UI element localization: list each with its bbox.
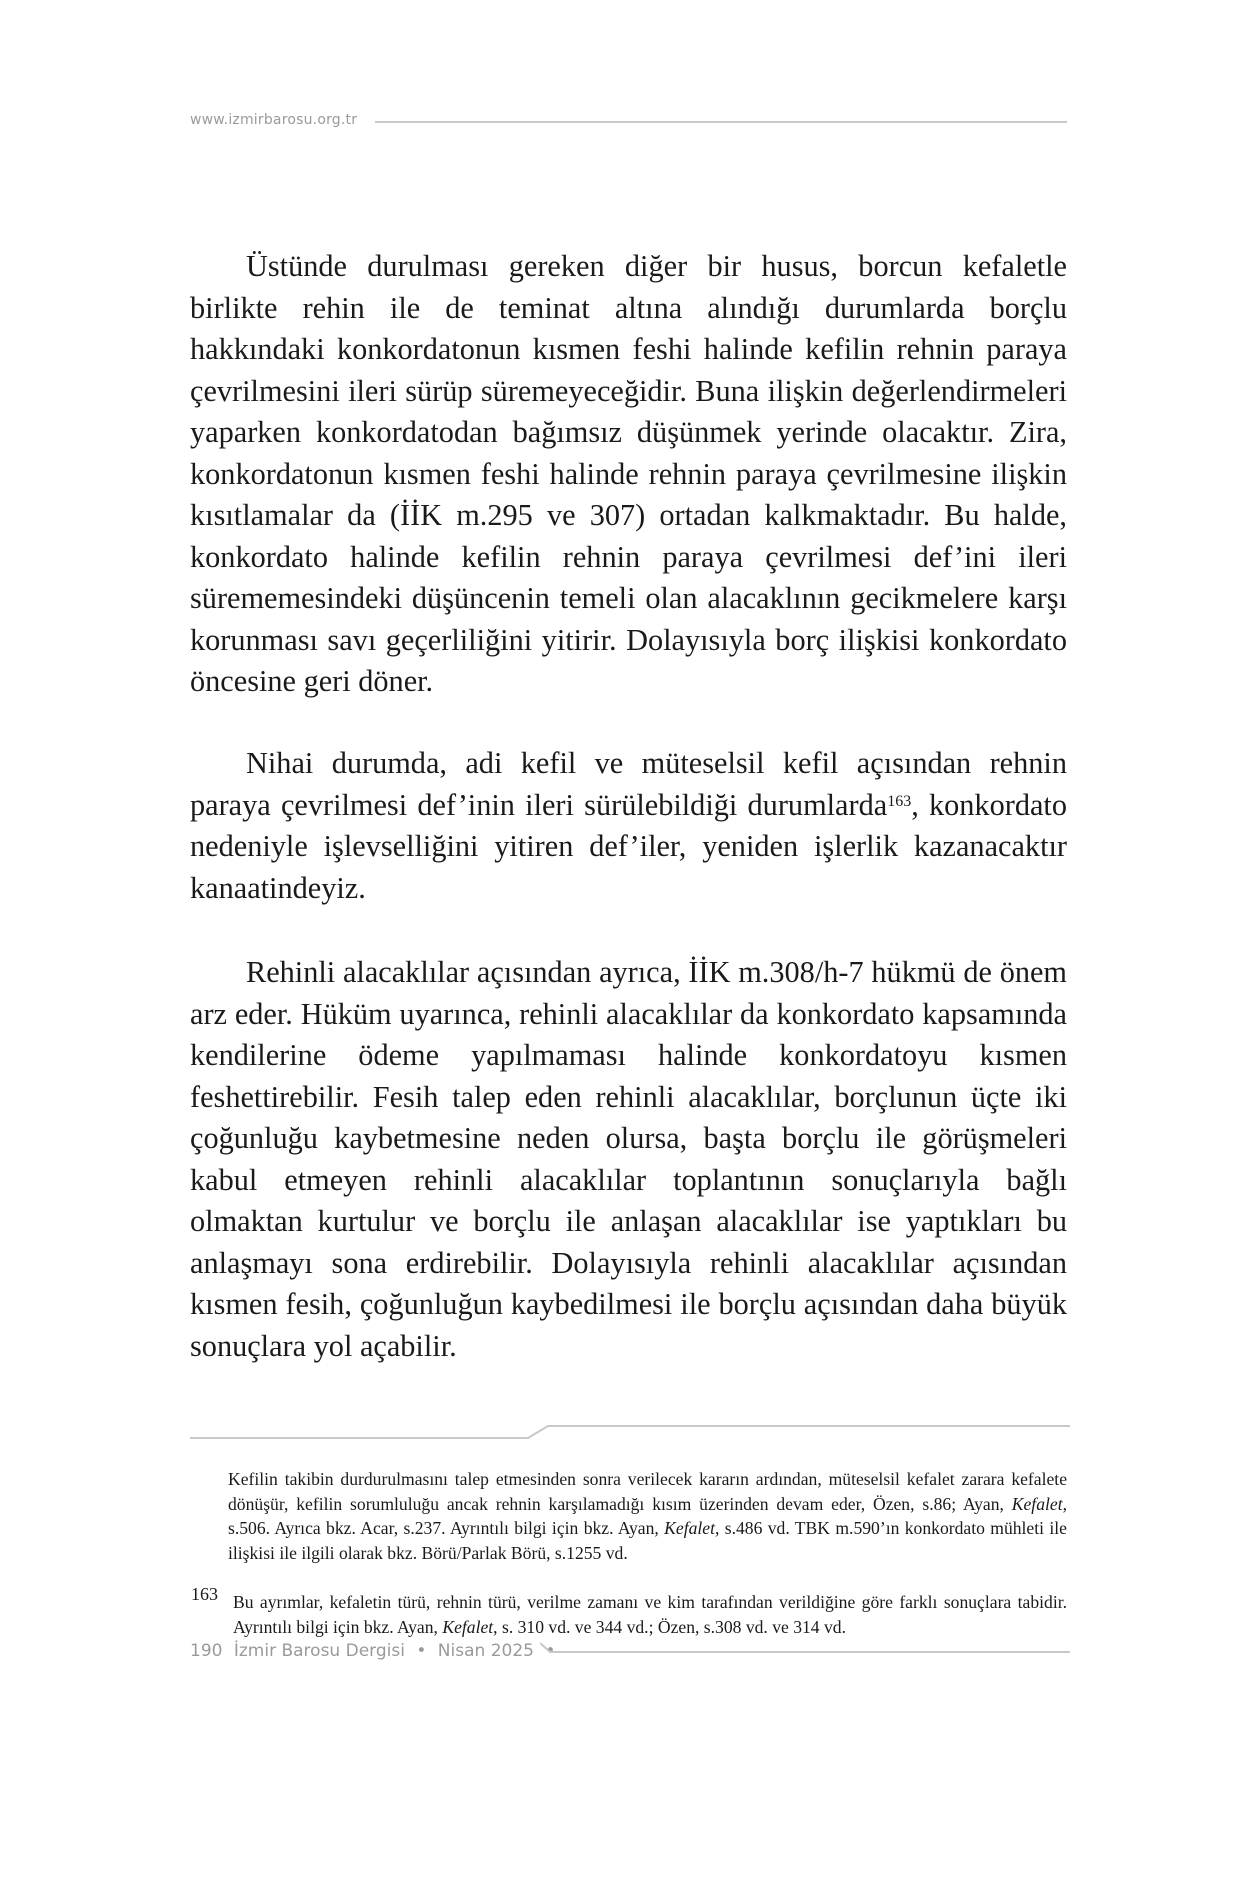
body-paragraph-2 bbox=[190, 743, 1067, 909]
paragraph-2-part-1: Nihai durumda, adi kefil ve müteselsil kefil açısından rehnin paraya çevrilmesi def’inin ileri sürülebildiği durumlarda bbox=[190, 746, 1067, 822]
footnote-reference-163[interactable]: 163 bbox=[887, 792, 912, 810]
footer-divider bbox=[540, 1640, 1070, 1664]
footnote-163-text-a: Bu ayrımlar, kefaletin türü, rehnin türü, verilme zamanı ve kim tarafından verildiğine göre farklı sonuçlara tabidir. Ayrıntılı bilgi için bkz. Ayan, bbox=[233, 1592, 1067, 1637]
paragraph-1-text: Üstünde durulması gereken diğer bir husus, borcun kefaletle birlikte rehin ile de teminat altına alındığı durumlarda borçlu hakkındaki konkordatonun kısmen feshi halinde kefilin rehnin paraya çevrilmesini ileri sürüp süremeyeceğidir. Buna ilişkin değerlendirmeleri yaparken konkordatodan bağımsız düşünmek yerinde olacaktır. Zira, konkordatonun kısmen feshi halinde rehnin paraya çevrilmesine ilişkin kısıtlamalar da (İİK m.295 ve 307) ortadan kalkmaktadır. Bu halde, konkordato halinde kefilin rehnin paraya çevrilmesi def’ini ileri sürememesindeki düşüncenin temeli olan alacaklının gecikmelere karşı korunması savı geçerliliğini yitirir. Dolayısıyla borç ilişkisi konkordato öncesine geri döner. bbox=[190, 249, 1067, 698]
paragraph-2-text bbox=[190, 743, 1067, 909]
body-paragraph-1 bbox=[190, 246, 1067, 703]
footnote-cont-text-c: , s.486 vd. TBK m.590’ın konkordato mühleti ile ilişkisi ile ilgili olarak bkz. Börü/Parlak Börü, s.1255 vd. bbox=[228, 1518, 1067, 1563]
paragraph-3-text: Rehinli alacaklılar açısından ayrıca, İİK m.308/h-7 hükmü de önem arz eder. Hüküm uyarınca, rehinli alacaklılar da konkordato kapsamında kendilerine ödeme yapılmaması halinde konkordatoyu kısmen feshettirebilir. Fesih talep eden rehinli alacaklılar, borçlunun üçte iki çoğunluğu kaybetmesine neden olursa, başta borçlu ile görüşmeleri kabul etmeyen rehinli alacaklılar toplantının sonuçlarıyla bağlı olmaktan kurtulur ve borçlu ile anlaşan alacaklılar ise yaptıkları bu anlaşmayı sona erdirebilir. Dolayısıyla rehinli alacaklılar açısından kısmen fesih, çoğunluğun kaybedilmesi ile borçlu açısından daha büyük sonuçlara yol açabilir. bbox=[190, 955, 1067, 1363]
footnote-163-text-b: , s. 310 vd. ve 344 vd.; Özen, s.308 vd. ve 314 vd. bbox=[493, 1616, 846, 1637]
footnote-cont-text-a: Kefilin takibin durdurulmasını talep etmesinden sonra verilecek kararın ardından, müteselsil kefalet zarara kefalete dönüşür, kefilin sorumluluğu ancak rehnin karşılamadığı kısım üzerinden devam eder, Özen, s.86; Ayan, bbox=[228, 1469, 1067, 1514]
footer-page-number: 190 bbox=[190, 1641, 223, 1661]
body-paragraph-3 bbox=[190, 952, 1067, 1367]
footer-bullet-2: • bbox=[545, 1641, 556, 1661]
footer-issue: Nisan 2025 bbox=[437, 1641, 534, 1661]
footnote-163 bbox=[233, 1590, 1067, 1639]
footnote-continuation bbox=[228, 1467, 1067, 1565]
footnote-163-italic: Kefalet bbox=[442, 1616, 494, 1637]
paragraph-2-part-2: , konkordato nedeniyle işlevselliğini yitiren def’iler, yeniden işlerlik kazanacaktır kanaatindeyiz. bbox=[190, 787, 1067, 905]
footer-bullet-1: • bbox=[416, 1641, 427, 1661]
footnote-cont-text-b: , s.506. Ayrıca bkz. Acar, s.237. Ayrıntılı bilgi için bkz. Ayan, bbox=[228, 1493, 1067, 1538]
footnote-163-number: 163 bbox=[191, 1584, 218, 1604]
footnote-cont-italic-2: Kefalet bbox=[664, 1518, 715, 1538]
footer-journal-name: İzmir Barosu Dergisi bbox=[233, 1641, 405, 1661]
header-url[interactable]: www.izmirbarosu.org.tr bbox=[190, 112, 358, 128]
page-footer bbox=[190, 1640, 561, 1662]
footnote-divider bbox=[190, 1424, 1070, 1440]
footnote-cont-italic-1: Kefalet bbox=[1011, 1493, 1063, 1514]
header-divider bbox=[375, 121, 1067, 123]
